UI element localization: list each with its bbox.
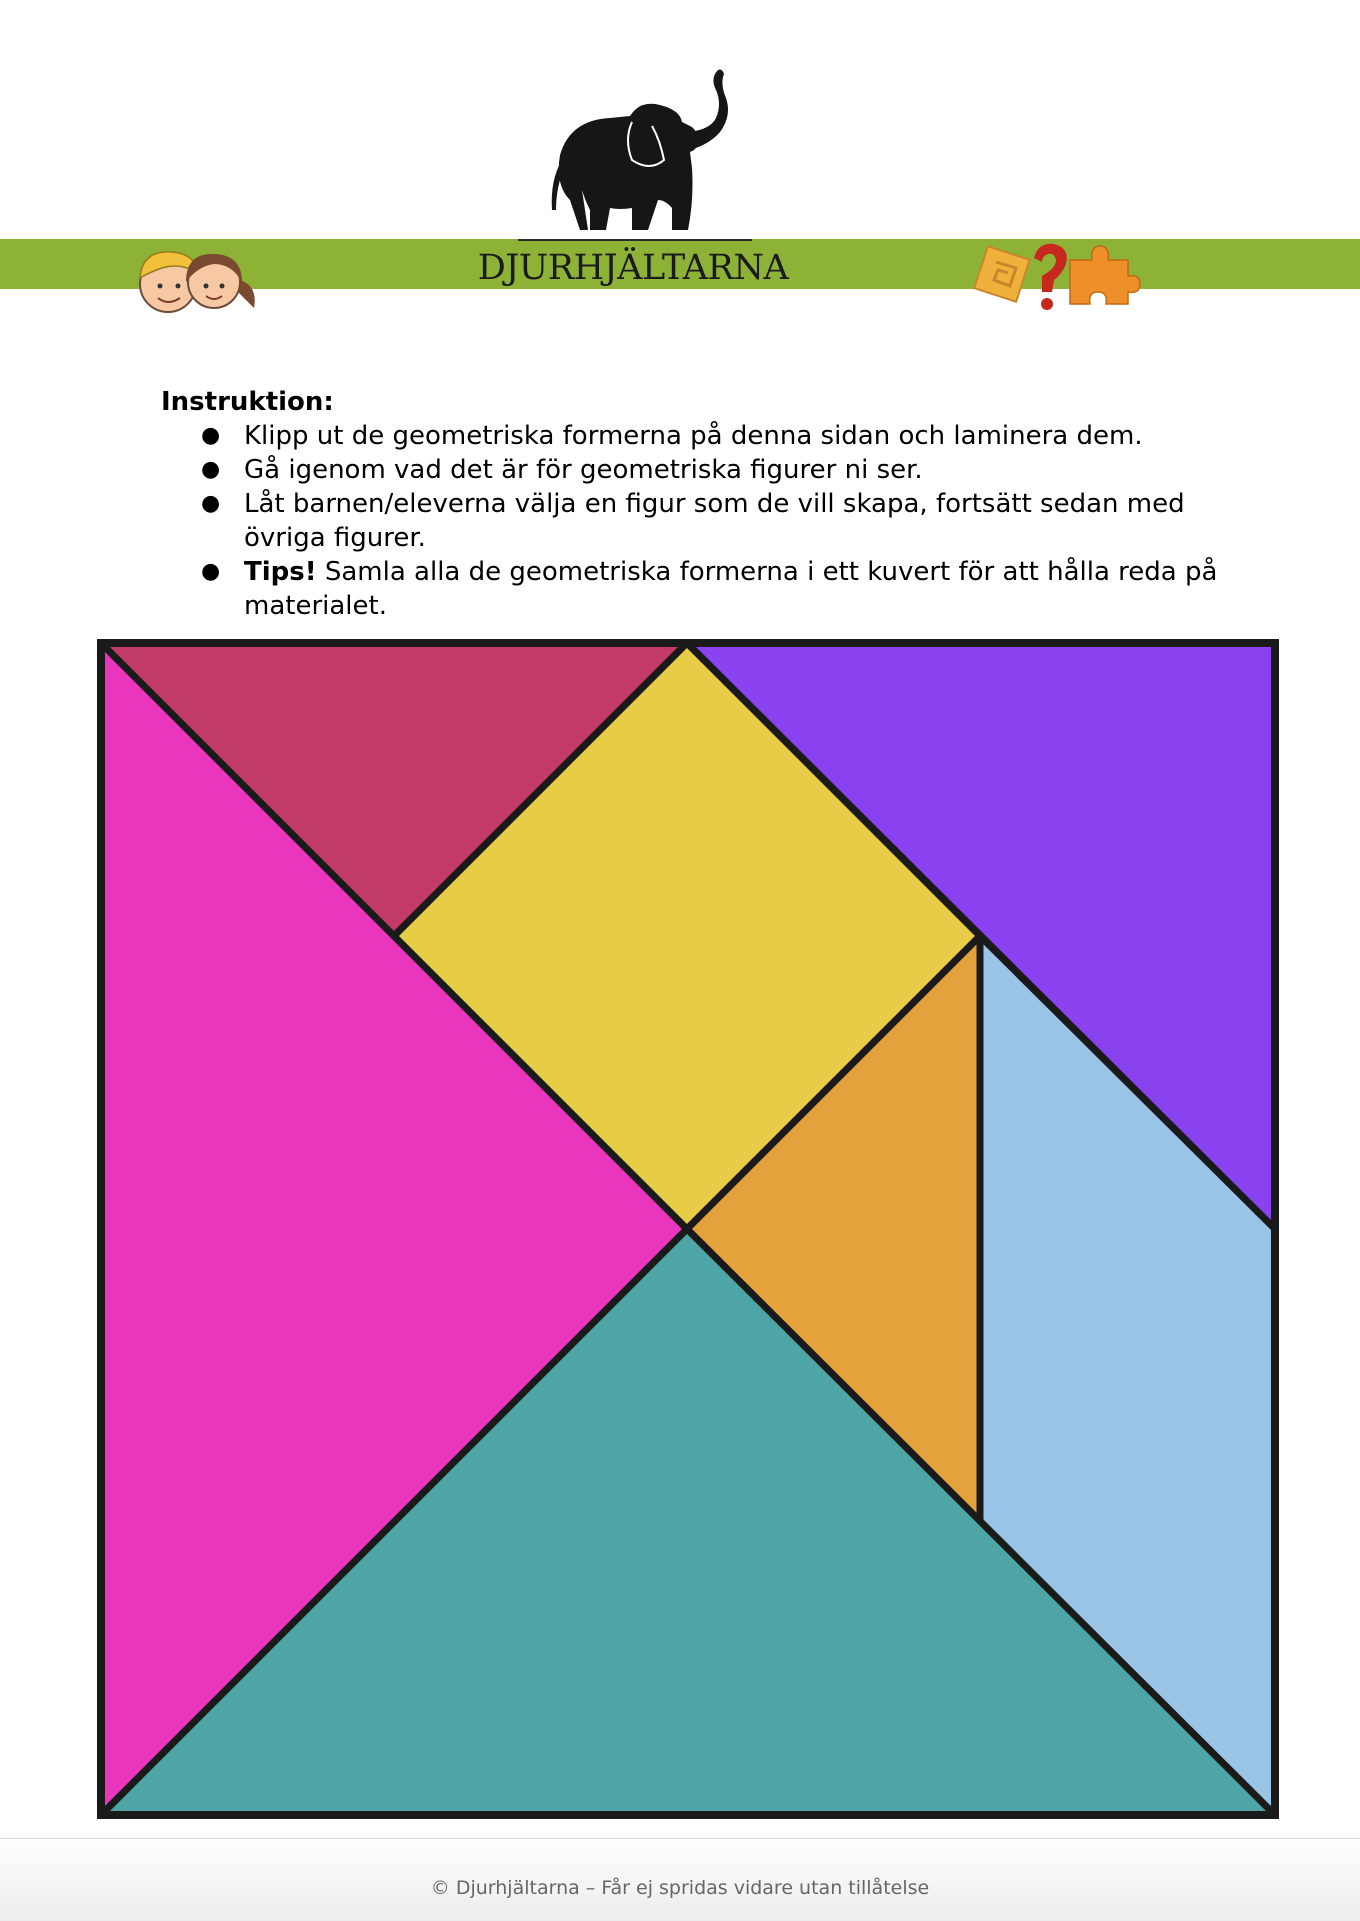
instructions [161,385,1221,623]
brand-rule [518,239,752,241]
list-item [161,555,1221,623]
list-item [161,419,1221,453]
tangram-puzzle [97,637,1281,1821]
bullet-icon: ● [201,491,221,516]
instructions-title: Instruktion: [161,387,334,417]
list-item [161,453,1221,487]
instructions-list [161,419,1221,623]
page-header [0,0,1360,330]
instruction-text: Gå igenom vad det är för geometriska figurer ni ser. [244,455,923,485]
tips-label: Tips! [244,557,317,587]
bullet-icon: ● [201,423,221,448]
tips-text: Samla alla de geometriska formerna i ett kuvert för att hålla reda på materialet. [244,557,1218,621]
bullet-icon: ● [201,559,221,584]
puzzle-icons [972,238,1142,320]
kids-faces-icon [122,242,272,322]
copyright-text: © Djurhjältarna – Får ej spridas vidare utan tillåtelse [430,1877,930,1899]
bullet-icon: ● [201,457,221,482]
list-item [161,487,1221,555]
instruction-text: Låt barnen/eleverna välja en figur som de vill skapa, fortsätt sedan med övriga figurer. [244,489,1185,553]
elephant-icon [540,60,740,240]
instruction-text: Klipp ut de geometriska formerna på denna sidan och laminera dem. [244,421,1143,451]
brand-name: DJURHJÄLTARNA [477,248,789,288]
page-footer [0,1838,1360,1921]
